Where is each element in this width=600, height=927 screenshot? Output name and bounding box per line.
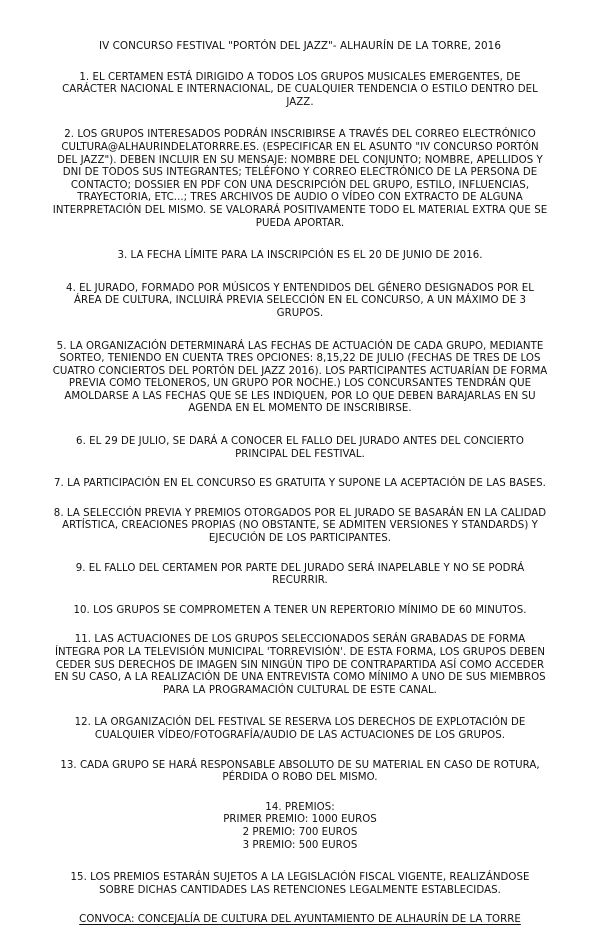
clause-9: 9. EL FALLO DEL CERTAMEN POR PARTE DEL JURADO SERÁ INAPELABLE Y NO SE PODRÁ RECURRIR. [75,562,525,587]
prize-second: 2 PREMIO: 700 EUROS [242,826,358,838]
prize-first: PRIMER PREMIO: 1000 EUROS [223,814,377,826]
clause-1: 1. EL CERTAMEN ESTÁ DIRIGIDO A TODOS LOS GRUPOS MUSICALES EMERGENTES, DE CARÁCTER NACIONAL E INTERNACIONAL, DE CUALQUIER TENDENCIA O ESTILO DENTRO DEL JAZZ. [62,71,538,108]
clause-12: 12. LA ORGANIZACIÓN DEL FESTIVAL SE RESERVA LOS DERECHOS DE EXPLOTACIÓN DE CUALQUIER VÍDEO/FOTOGRAFÍA/AUDIO DE LAS ACTUACIONES DE LOS GRUPOS. [74,717,526,741]
clause-6: 6. EL 29 DE JULIO, SE DARÁ A CONOCER EL FALLO DEL JURADO ANTES DEL CONCIERTO PRINCIPAL DEL FESTIVAL. [76,436,524,460]
convoca-line: CONVOCA: CONCEJALÍA DE CULTURA DEL AYUNTAMIENTO DE ALHAURÍN DE LA TORRE [79,914,521,926]
clause-11: 11. LAS ACTUACIONES DE LOS GRUPOS SELECCIONADOS SERÁN GRABADAS DE FORMA ÍNTEGRA POR LA TELEVISIÓN MUNICIPAL 'TORREVISIÓN'. DE ESTA FORMA, LOS GRUPOS DEBEN CEDER SUS DERECHOS DE IMAGEN SIN NINGÚN TIPO DE CONTRAPARTIDA ASÍ COMO ACCEDER EN SU CASO, A LA REALIZACIÓN DE UNA ENTREVISTA COMO MÍNIMO A UNO DE SUS MIEMBROS PARA LA PROGRAMACIÓN CULTURAL DE ESTE CANAL. [54,634,546,696]
prize-third: 3 PREMIO: 500 EUROS [242,839,358,851]
clause-7: 7. LA PARTICIPACIÓN EN EL CONCURSO ES GRATUITA Y SUPONE LA ACEPTACIÓN DE LAS BASES. [54,478,546,490]
clause-8: 8. LA SELECCIÓN PREVIA Y PREMIOS OTORGADOS POR EL JURADO SE BASARÁN EN LA CALIDAD ARTÍSTICA, CREACIONES PROPIAS (NO OBSTANTE, SE ADMITEN VERSIONES Y STANDARDS) Y EJECUCIÓN DE LOS PARTICIPANTES. [53,507,547,545]
clause-5: 5. LA ORGANIZACIÓN DETERMINARÁ LAS FECHAS DE ACTUACIÓN DE CADA GRUPO, MEDIANTE SORTEO, TENIENDO EN CUENTA TRES OPCIONES: 8,15,22 DE JULIO (FECHAS DE TRES DE LOS CUATRO CONCIERTOS DEL PORTÓN DEL JAZZ 2016). LOS PARTICIPANTES ACTUARÍAN DE FORMA PREVIA COMO TELONEROS, UN GRUPO POR NOCHE.) LOS CONCURSANTES TENDRÁN QUE AMOLDARSE A LAS FECHAS QUE SE LES INDIQUEN, POR LO QUE DEBEN BARAJARLAS EN SU AGENDA EN EL MOMENTO DE INSCRIBIRSE. [52,340,548,415]
clause-15: 15. LOS PREMIOS ESTARÁN SUJETOS A LA LEGISLACIÓN FISCAL VIGENTE, REALIZÁNDOSE SOBRE DICHAS CANTIDADES LAS RETENCIONES LEGALMENTE ESTABLECIDAS. [70,872,530,896]
clause-2: 2. LOS GRUPOS INTERESADOS PODRÁN INSCRIBIRSE A TRAVÉS DEL CORREO ELECTRÓNICO CULTURA@ALHAURINDELATORRRE.ES. (ESPECIFICAR EN EL ASUNTO "IV CONCURSO PORTÓN DEL JAZZ"). DEBEN INCLUIR EN SU MENSAJE: NOMBRE DEL CONJUNTO; NOMBRE, APELLIDOS Y DNI DE TODOS SUS INTEGRANTES; TELÉFONO Y CORREO ELECTRÓNICO DE LA PERSONA DE CONTACTO; DOSSIER EN PDF CON UNA DESCRIPCIÓN DEL GRUPO, ESTILO, INFLUENCIAS, TRAYECTORIA, ETC...; TRES ARCHIVOS DE AUDIO O VÍDEO CON EXTRACTO DE ALGUNA INTERPRETACIÓN DEL MISMO. SE VALORARÁ POSITIVAMENTE TODO EL MATERIAL EXTRA QUE SE PUEDA APORTAR. [52,129,548,229]
document-title: IV CONCURSO FESTIVAL "PORTÓN DEL JAZZ"- ALHAURÍN DE LA TORRE, 2016 [98,40,501,52]
clause-13: 13. CADA GRUPO SE HARÁ RESPONSABLE ABSOLUTO DE SU MATERIAL EN CASO DE ROTURA, PÉRDIDA O ROBO DEL MISMO. [60,759,540,784]
clause-3: 3. LA FECHA LÍMITE PARA LA INSCRIPCIÓN ES EL 20 DE JUNIO DE 2016. [117,250,483,262]
clause-10: 10. LOS GRUPOS SE COMPROMETEN A TENER UN REPERTORIO MÍNIMO DE 60 MINUTOS. [73,604,527,616]
prizes-block [52,802,548,852]
clause-4: 4. EL JURADO, FORMADO POR MÚSICOS Y ENTENDIDOS DEL GÉNERO DESIGNADOS POR EL ÁREA DE CULTURA, INCLUIRÁ PREVIA SELECCIÓN EN EL CONCURSO, A UN MÁXIMO DE 3 GRUPOS. [66,282,534,319]
prizes-heading: 14. PREMIOS: [265,801,335,813]
